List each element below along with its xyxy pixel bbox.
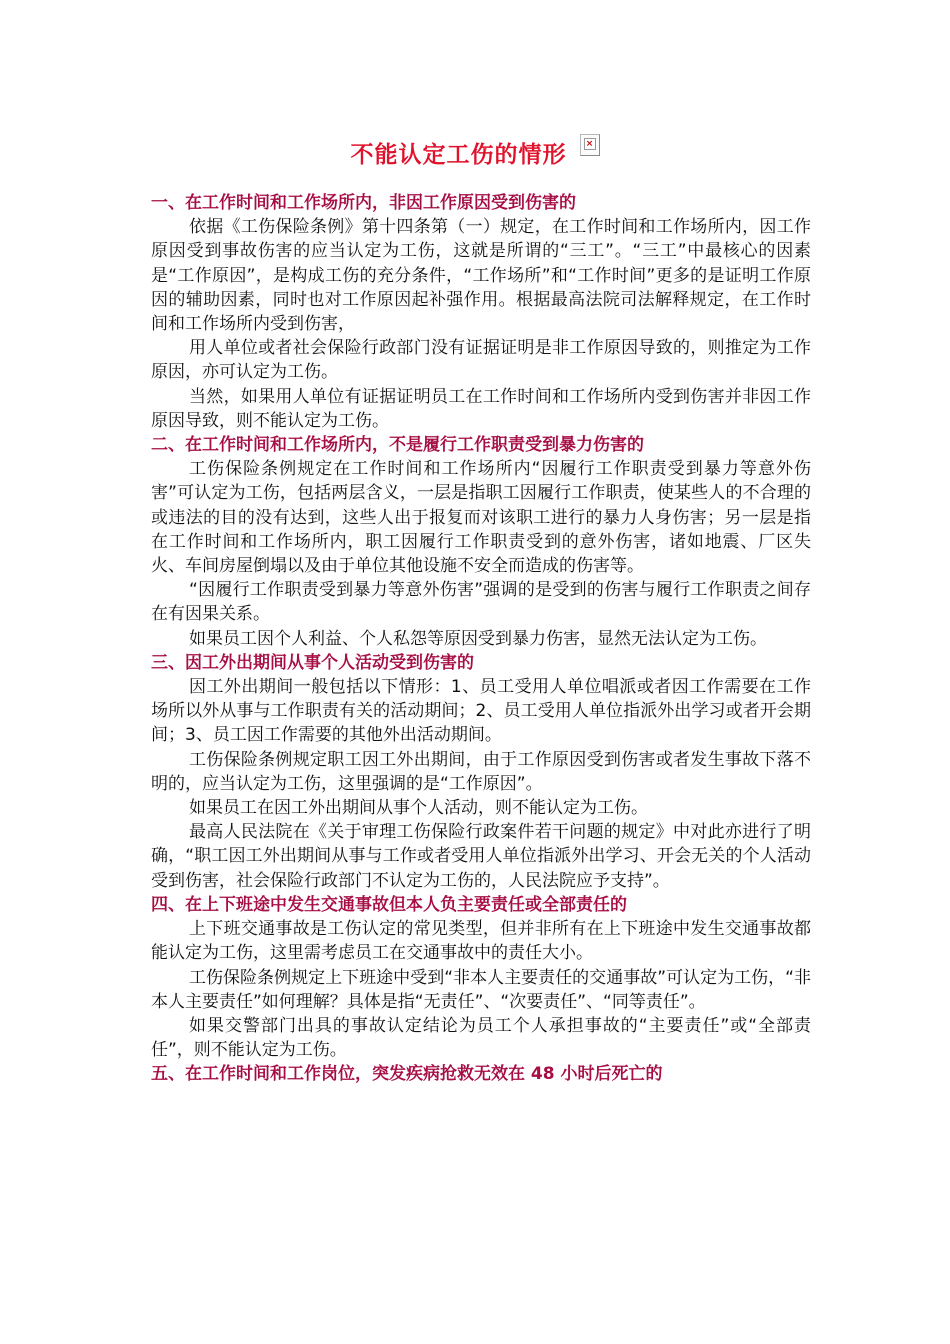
document-body <box>151 191 811 1087</box>
broken-image-icon <box>580 134 600 156</box>
section-4-paragraph-3: 如果交警部门出具的事故认定结论为员工个人承担事故的“主要责任”或“全部责任”，则不能认定为工伤。 <box>151 1015 811 1061</box>
section-3-paragraph-2: 工伤保险条例规定职工因工外出期间，由于工作原因受到伤害或者发生事故下落不明的，应当认定为工伤，这里强调的是“工作原因”。 <box>151 749 811 794</box>
section-2-paragraph-1: 工伤保险条例规定在工作时间和工作场所内“因履行工作职责受到暴力等意外伤害”可认定为工伤，包括两层含义，一层是指职工因履行工作职责，使某些人的不合理的或违法的目的没有达到，这些人出于报复而对该职工进行的暴力人身伤害；另一层是指在工作时间和工作场所内，职工因履行工作职责受到的意外伤害，诸如地震、厂区失火、车间房屋倒塌以及由于单位其他设施不安全而造成的伤害等。 <box>151 459 811 577</box>
section-heading-1: 一、在工作时间和工作场所内，非因工作原因受到伤害的 <box>151 193 576 213</box>
section-4-paragraph-2: 工伤保险条例规定上下班途中受到“非本人主要责任的交通事故”可认定为工伤，“非本人主要责任”如何理解？具体是指“无责任”、“次要责任”、“同等责任”。 <box>151 967 811 1012</box>
section-1-paragraph-1: 依据《工伤保险条例》第十四条第（一）规定，在工作时间和工作场所内，因工作原因受到事故伤害的应当认定为工伤，这就是所谓的“三工”。“三工”中最核心的因素是“工作原因”，是构成工伤的充分条件，“工作场所”和“工作时间”更多的是证明工作原因的辅助因素，同时也对工作原因起补强作用。根据最高法院司法解释规定，在工作时间和工作场所内受到伤害， <box>151 217 811 335</box>
section-3-paragraph-3: 如果员工在因工外出期间从事个人活动，则不能认定为工伤。 <box>189 798 648 819</box>
section-heading-3: 三、因工外出期间从事个人活动受到伤害的 <box>151 652 474 673</box>
image-error-x-icon: × <box>584 138 596 150</box>
section-4-paragraph-1: 上下班交通事故是工伤认定的常见类型，但并非所有在上下班途中发生交通事故都能认定为工伤，这里需考虑员工在交通事故中的责任大小。 <box>151 919 811 964</box>
section-heading-5: 五、在工作时间和工作岗位，突发疾病抢救无效在 48 小时后死亡的 <box>151 1064 663 1085</box>
section-3-paragraph-4: 最高人民法院在《关于审理工伤保险行政案件若干问题的规定》中对此亦进行了明确，“职工因工外出期间从事与工作或者受用人单位指派外出学习、开会无关的个人活动受到伤害，社会保险行政部门不认定为工伤的，人民法院应予支持”。 <box>151 822 811 891</box>
section-2-paragraph-2: “因履行工作职责受到暴力等意外伤害”强调的是受到的伤害与履行工作职责之间存在有因果关系。 <box>151 580 811 625</box>
page-title: 不能认定工伤的情形 <box>350 142 567 168</box>
section-2-paragraph-3: 如果员工因个人利益、个人私怨等原因受到暴力伤害，显然无法认定为工伤。 <box>189 628 767 649</box>
section-heading-2: 二、在工作时间和工作场所内，不是履行工作职责受到暴力伤害的 <box>151 435 644 456</box>
section-1-paragraph-3: 当然，如果用人单位有证据证明员工在工作时间和工作场所内受到伤害并非因工作原因导致，则不能认定为工伤。 <box>151 386 811 431</box>
title-row <box>0 136 950 176</box>
section-heading-4: 四、在上下班途中发生交通事故但本人负主要责任或全部责任的 <box>151 894 627 915</box>
section-3-paragraph-1: 因工外出期间一般包括以下情形：1、员工受用人单位唱派或者因工作需要在工作场所以外从事与工作职责有关的活动期间；2、员工受用人单位指派外出学习或者开会期间；3、员工因工作需要的其他外出活动期间。 <box>151 677 811 746</box>
section-1-paragraph-2: 用人单位或者社会保险行政部门没有证据证明是非工作原因导致的，则推定为工作原因，亦可认定为工伤。 <box>151 338 811 383</box>
